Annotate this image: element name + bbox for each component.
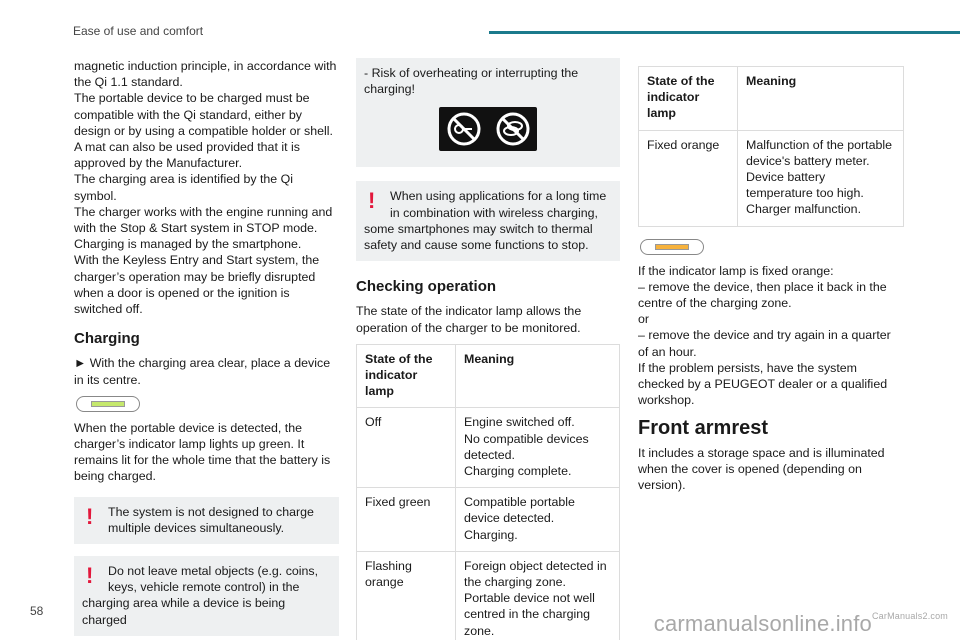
table-header-meaning: Meaning [738, 67, 904, 131]
checking-text: The state of the indicator lamp allows the operation of the charger to be monitored. [356, 304, 582, 335]
intro-line: magnetic induction principle, in accordance with the Qi 1.1 standard. [74, 59, 337, 90]
warning-note-continued [356, 58, 620, 167]
meaning-line: Foreign object detected in the charging zone. [464, 558, 607, 590]
no-coins-icon [493, 111, 533, 147]
fixed-orange-line: – remove the device and try again in a quarter of an hour. [638, 328, 891, 359]
charging-heading: Charging [74, 330, 140, 348]
table-header-meaning: Meaning [456, 344, 620, 408]
column-3 [638, 58, 904, 493]
table-row [357, 551, 620, 640]
armrest-text: It includes a storage space and is illuminated when the cover is opened (depending on version). [638, 445, 885, 493]
note-text: When using applications for a long time in combination with wireless charging, [390, 189, 607, 220]
warning-icon: ! [86, 503, 94, 529]
checking-heading: Checking operation [356, 278, 497, 296]
state-cell: Fixed orange [639, 130, 738, 226]
meaning-line: Malfunction of the portable device's battery meter. [746, 137, 893, 168]
intro-line: With the Keyless Entry and Start system, the charger’s operation may be briefly disrupted when a door is opened or the ignition is switched off. [74, 253, 320, 317]
meaning-line: Charger malfunction. [746, 202, 862, 217]
meaning-cell [456, 408, 620, 488]
fixed-orange-line: If the problem persists, have the system checked by a PEUGEOT dealer or a qualified workshop. [638, 360, 888, 408]
table-row [357, 488, 620, 552]
watermark-small: CarManuals2.com [871, 611, 948, 621]
indicator-lamp-table [356, 344, 620, 640]
green-indicator-lamp-icon [76, 396, 140, 412]
meaning-line: Portable device not well centred in the charging zone. [464, 591, 595, 638]
detected-text: When the portable device is detected, the charger’s indicator lamp lights up green. It remains lit for the whole time that the battery is being charged. [74, 420, 331, 484]
column-2 [356, 58, 620, 640]
note-text: some smartphones may switch to thermal safety and cause some functions to stop. [364, 221, 593, 253]
meaning-cell [738, 130, 904, 226]
no-keys-icon [444, 111, 484, 147]
state-cell: Flashing orange [357, 551, 456, 640]
indicator-lamp-table-continued [638, 66, 904, 227]
intro-line: Charging is managed by the smartphone. [74, 237, 302, 252]
meaning-line: No compatible devices detected. [464, 431, 589, 462]
note-text: - Risk of overheating or interrupting the charging! [364, 66, 579, 97]
note-text: The system is not designed to charge multiple devices simultaneously. [108, 504, 314, 535]
intro-line: A mat can also be used provided that it is approved by the Manufacturer. [74, 140, 300, 171]
orange-indicator-lamp-icon [640, 239, 704, 255]
no-metal-objects-pictogram [439, 107, 537, 151]
table-row [639, 130, 904, 226]
meaning-line: Compatible portable device detected. [464, 495, 575, 526]
armrest-heading: Front armrest [638, 417, 769, 440]
meaning-cell [456, 551, 620, 640]
warning-note [74, 497, 339, 544]
intro-line: The portable device to be charged must be compatible with the Qi standard, either by design or by using a compatible holder or shell. [74, 91, 333, 138]
warning-icon: ! [368, 188, 376, 214]
header-accent-bar [489, 31, 960, 34]
table-header-state: State of the indicator lamp [639, 67, 738, 131]
fixed-orange-line: or [638, 312, 650, 327]
meaning-line: Engine switched off. [464, 415, 575, 430]
table-header-row [639, 67, 904, 131]
warning-note [74, 556, 339, 636]
meaning-cell [456, 488, 620, 552]
meaning-line: Device battery temperature too high. [746, 170, 864, 201]
intro-line: The charger works with the engine running and with the Stop & Start system in STOP mode. [74, 204, 333, 236]
warning-note [356, 181, 620, 261]
state-cell: Off [357, 408, 456, 488]
note-text: Do not leave metal objects (e.g. coins, keys, vehicle remote control) in the [108, 564, 319, 595]
header-title: Ease of use and comfort [73, 24, 204, 38]
watermark [654, 611, 948, 637]
charging-step: ► With the charging area clear, place a device in its centre. [74, 356, 331, 387]
column-1 [74, 58, 339, 636]
watermark-main: carmanualsonline.info [653, 611, 872, 636]
fixed-orange-line: If the indicator lamp is fixed orange: [638, 263, 834, 278]
table-header-row [357, 344, 620, 408]
table-row [357, 408, 620, 488]
note-text: charging area while a device is being charged [82, 596, 286, 627]
state-cell: Fixed green [357, 488, 456, 552]
fixed-orange-line: – remove the device, then place it back in the centre of the charging zone. [638, 279, 887, 311]
meaning-line: Charging. [464, 527, 518, 542]
warning-icon: ! [86, 563, 94, 589]
page-number: 58 [30, 604, 44, 618]
meaning-line: Charging complete. [464, 464, 572, 479]
table-header-state: State of the indicator lamp [357, 344, 456, 408]
intro-line: The charging area is identified by the Qi symbol. [74, 172, 294, 203]
